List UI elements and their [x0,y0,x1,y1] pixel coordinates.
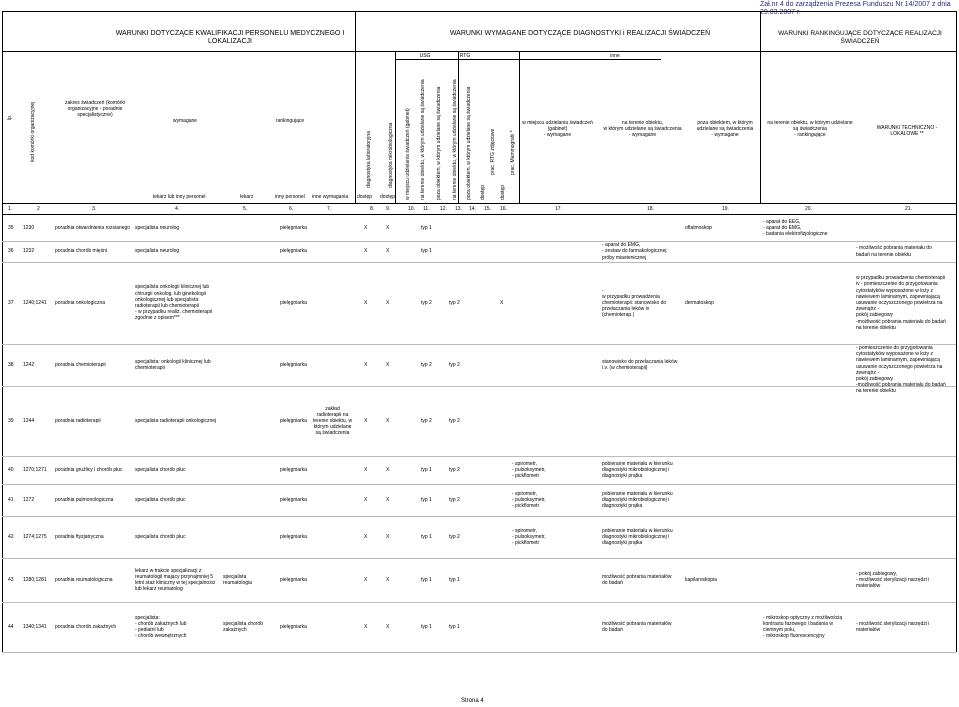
cell-wym: specjalista chorób płuc [135,533,186,540]
cell-c19: kapilaroskopia [685,576,717,583]
cell-x2: X [386,361,390,368]
cell-wym: specjalista onkologii klinicznej lub chirurgii onkolog. lub ginekologii onkologicznej lub specjalista: radioterapii lub chemioterapii - w przypadku realiz. chemioterapii zgodnie z opisem*** [135,284,212,322]
cell-wym: specjalista chorób płuc [135,496,186,503]
cell-t2: typ 2 [449,361,460,368]
cell-lp: 39 [8,417,14,424]
cell-c18: stanowisko do przelaczania leków i.v. (w chemioterapii) [602,358,678,371]
header-wymagane: wymagane [172,118,198,124]
cell-c18: pobieranie materiału w kierunku diagnostyki mikrobiologicznej i diagnostyki prątka [602,460,673,480]
column-number: 13. [455,206,462,212]
cell-inny: pielęgniarka [280,496,307,503]
cell-inny: pielęgniarka [280,224,307,231]
header-rot2: na terenie obiektu, w którym udzielane są świadczenia [420,79,426,200]
cell-x1: X [364,361,368,368]
cell-t2: typ 2 [449,533,460,540]
cell-x2: X [386,224,390,231]
cell-c21: - możliwość sterylizacji narzędzi i materiałów [856,620,930,633]
cell-kod: 1272 [23,496,35,503]
cell-inne: zakład radioterapii na terenie obiektu, w którym udzielane są świadczenia [312,405,353,437]
cell-lp: 42 [8,533,14,540]
cell-inny: pielęgniarka [280,466,307,473]
cell-wym: specjalista radioterapii onkologicznej [135,417,217,424]
cell-zakres: poradnia onkologiczna [55,299,106,306]
cell-kod: 1280;1281 [23,576,47,583]
cell-t1: typ 1 [421,224,432,231]
cell-c19: oftalmoskop [685,224,712,231]
cell-wym: specjalista chorób płuc [135,466,186,473]
cell-c21: w przypadku prowadzenia chemioterapii iv - pomieszczenie do przygotowania cytostatyków wyposażone w loży z nawiewem laminarnym, zapewniającą usuwanie oczyszczonego powietrza na zewnątrz - pokój zabiegowy -możliwość pobrania materiału do badań na terenie obiektu [856,275,946,331]
cell-t2: typ 2 [449,299,460,306]
cell-inny: pielęgniarka [280,623,307,630]
page-footer: Strona 4 [461,698,484,704]
column-number: 15. [484,206,491,212]
cell-c17: - spirometr, - pulsoksymetr, - pickflometr [512,527,546,547]
header-usg: USG [419,53,431,59]
column-number: 21. [905,206,912,212]
cell-kod: 1244 [23,417,35,424]
header-rot7: prac. RTG zdjęciowe [490,128,496,175]
cell-x1: X [364,299,368,306]
cell-wym: lekarz w trakcie specjalizacji z reumatologii mający przynajmniej 5 letni staż kliniczny w tej specjalności lub lekarz reumatolog [135,567,216,593]
cell-c21: - możliwość pobrania materiału do badań na terenie obiektu [856,245,932,258]
cell-t1: typ 1 [421,466,432,473]
cell-t1: typ 2 [421,361,432,368]
cell-x2: X [386,496,390,503]
cell-c19: dermatoskop [685,299,714,306]
cell-t1: typ 1 [421,248,432,255]
cell-lp: 41 [8,496,14,503]
cell-c17: - spirometr, - pulsoksymetr, - pickflometr [512,460,546,480]
header-rot6: dostęp [480,184,486,200]
header-lp: lp. [7,114,13,120]
cell-zakres: poradnia pulmonologiczna [55,496,114,503]
cell-x1: X [364,417,368,424]
cell-c21: - pomieszczenie do przygotowania cytostatyków wyposażone w loży z nawiewem laminarnym, zapewniającą usuwanie oczyszczonego powietrza na zewnątrz - pokój zabiegowy -możliwość pobrania materiału do badań na terenie obiektu [856,345,946,395]
cell-c21: - pokój zabiegowy, - możliwość sterylizacji narzędzi i materiałów [856,570,930,590]
header-zakres: zakres świadczeń (komórki organizacyjne - poradnie specjalistyczne) [64,100,126,118]
cell-rank: specjalista reumatologia [223,573,252,586]
header-rtg: RTG [459,53,471,59]
cell-c18: możliwość pobrania materiałów do badań [602,573,672,586]
cell-x3: X [500,299,504,306]
cell-wym: specjalista: - chorób zakaźnych lub - pediatrii lub - chorób wewnętrznych [135,614,187,640]
cell-c18: - w przypadku prowadzenia chemioterapii: stanowisko do przelaczania leków iv (chemioterap.) [602,287,667,319]
cell-t2: typ 1 [449,623,460,630]
cell-lp: 40 [8,466,14,473]
cell-rank: specjalista chorób zakaźnych [223,620,264,633]
cell-t1: typ 1 [421,576,432,583]
cell-kod: 1240;1241 [23,299,47,306]
header-dostep1: dostęp [357,194,373,200]
column-number: 18. [647,206,654,212]
cell-t1: typ 1 [421,623,432,630]
cell-x1: X [364,248,368,255]
cell-zakres: poradnia radioterapii [55,417,101,424]
page-header: Zał.nr 4 do zarządzenia Prezesa Funduszu Nr 14/2007 z dnia 29.03.2007 r. [760,1,951,16]
column-number: 4. [175,206,180,212]
cell-lp: 37 [8,299,14,306]
cell-kod: 1340;1341 [23,623,47,630]
cell-c18: możliwość pobrania materiałów do badań [602,620,672,633]
header-diagnostics: WARUNKI WYMAGANE DOTYCZĄCE DIAGNOSTYKI i REALIZACJI ŚWIADCZEŃ [449,30,711,37]
cell-x2: X [386,576,390,583]
header-rot1: w miejscu udzielania świadczeń (gabinet) [405,108,411,200]
header-dostep2: dostęp [380,194,396,200]
cell-zakres: poradnia chorób zakaźnych [55,623,117,630]
column-number: 5. [243,206,248,212]
header-ranking: WARUNKI RANKINGUJĄCE DOTYCZĄCE REALIZACJI ŚWIADCZEŃ [778,30,942,45]
column-number: 14. [469,206,476,212]
column-number: 17. [555,206,562,212]
header-lokalowe: WARUNKI TECHNICZNO - LOKALOWE ** [876,125,938,137]
cell-x1: X [364,576,368,583]
column-number: 8. [370,206,375,212]
cell-wym: specjalista neurolog [135,224,180,231]
column-number: 12. [440,206,447,212]
cell-kod: 1270;1271 [23,466,47,473]
cell-inny: pielęgniarka [280,417,307,424]
cell-zakres: poradnia reumatologiczna [55,576,113,583]
cell-x1: X [364,496,368,503]
cell-kod: 1242 [23,361,35,368]
header-inny-personel: inny personel [275,194,305,200]
cell-c18: pobieranie materiału w kierunku diagnostyki mikrobiologicznej i diagnostyki prątka [602,490,673,510]
cell-zakres: poradnia chemioterapii [55,361,106,368]
cell-lp: 44 [8,623,14,630]
header-inne: inne [610,53,620,59]
header-lekarz: lekarz [240,194,254,200]
header-teren: na terenie obiektu, w którym udzielane są świadczenia - wymagane [603,120,682,138]
cell-wym: specjalista: onkologii klinicznej lub chemioterapii [135,358,211,371]
cell-c20: - mikroskop optyczny z możliwością kontrastu fazowego i badania w ciemnym polu, - mikroskop fluorescencyjny [763,614,843,640]
header-kod: kod komórki organizacyjnej [30,101,36,162]
header-miejsce: w miejscu udzielania świadczeń (gabinet) - wymagane [522,120,593,138]
cell-c20: - aparat do EEG, - aparat do EMG, - badania elektrofizjologiczne [763,218,828,238]
cell-x1: X [364,533,368,540]
column-number: 9. [386,206,391,212]
cell-c18: - aparat do EMG, - zestaw do farmakologicznej próby miastenicznej [602,242,667,261]
header-staff: WARUNKI DOTYCZĄCE KWALIFIKACJI PERSONELU MEDYCZNEGO I LOKALIZACJI [115,30,345,45]
column-number: 6. [289,206,294,212]
cell-x2: X [386,248,390,255]
column-number: 2 [37,206,40,212]
column-number: 1. [8,206,13,212]
cell-zakres: poradnia otwardnienia rozsianego [55,224,131,231]
cell-lp: 36 [8,248,14,255]
cell-c17: - spirometr, - pulsoksymetr, - pickflometr [512,490,546,510]
column-number: 20. [805,206,812,212]
cell-x2: X [386,417,390,424]
cell-lp: 35 [8,224,14,231]
cell-inny: pielęgniarka [280,533,307,540]
cell-x1: X [364,466,368,473]
header-diag-lab: diagnostyka laboratoryjna [366,131,372,188]
cell-t1: typ 2 [421,299,432,306]
cell-lp: 43 [8,576,14,583]
header-rot8: dostęp [500,184,506,200]
cell-t1: typ 1 [421,496,432,503]
cell-t1: typ 1 [421,533,432,540]
cell-inny: pielęgniarka [280,299,307,306]
cell-t2: typ 2 [449,417,460,424]
header-teren-rank: na terenie obiektu, w którym udzielane są świadczenia - rankingujące [767,120,853,138]
cell-lp: 38 [8,361,14,368]
cell-inny: pielęgniarka [280,361,307,368]
cell-zakres: poradnia chorób mięśni [55,248,107,255]
header-rot3: poza obiektem, w którym udzielane są świadczenia [436,86,442,200]
cell-t2: typ 1 [449,576,460,583]
column-number: 7. [327,206,332,212]
column-number: 10. [408,206,415,212]
cell-t2: typ 2 [449,466,460,473]
column-number: 19. [722,206,729,212]
cell-kod: 1232 [23,248,35,255]
cell-inny: pielęgniarka [280,248,307,255]
cell-kod: 1230 [23,224,35,231]
header-poza: poza obiektem, w którym udzielane są świadczenia - wymagane [696,120,754,138]
header-diag-mikro: diagnostyka mikrobiologiczna [388,122,394,188]
cell-x2: X [386,466,390,473]
cell-x1: X [364,224,368,231]
header-inne-wymagania: inne wymagania [312,194,349,200]
header-rot9: prac. Mammografii * [510,130,516,175]
column-number: 11. [423,206,430,212]
cell-zakres: poradnia gruźlicy i chorób płuc [55,466,123,473]
cell-x2: X [386,299,390,306]
cell-inny: pielęgniarka [280,576,307,583]
cell-t2: typ 2 [449,496,460,503]
cell-x1: X [364,623,368,630]
cell-x2: X [386,533,390,540]
cell-kod: 1274;1275 [23,533,47,540]
column-number: 3. [92,206,97,212]
header-rankingujace: rankingujące [275,118,305,124]
cell-x2: X [386,623,390,630]
header-rot5: poza obiektem, w którym udzielane są świadczenia [466,86,472,200]
cell-wym: specjalista neurolog [135,248,180,255]
cell-c18: pobieranie materiału w kierunku diagnostyki mikrobiologicznej i diagnostyki prątka [602,527,673,547]
cell-t1: typ 2 [421,417,432,424]
cell-zakres: poradnia ftyzjatryczna [55,533,104,540]
column-number: 16. [500,206,507,212]
header-rot4: na terenie obiektu, w którym udzielane są świadczenia [452,79,458,200]
header-lekarz-inny: lekarz lub inny personel [153,194,206,200]
